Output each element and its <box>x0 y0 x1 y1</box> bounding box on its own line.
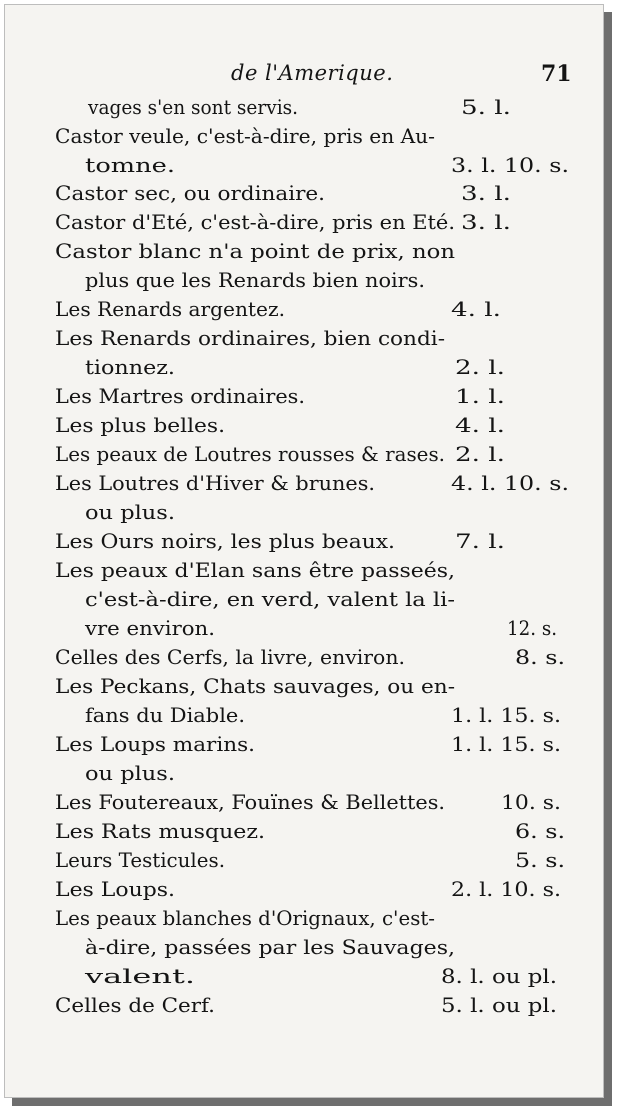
page-number: 71 <box>541 61 572 87</box>
entry-price: 10. s. <box>501 790 561 814</box>
entry-price: 12. s. <box>507 616 557 640</box>
entry-line <box>5 991 605 1021</box>
entry-text: Les Rats musquez. <box>55 819 265 843</box>
entry-price: 1. l. 15. s. <box>451 732 561 756</box>
entry-text: plus que les Renards bien noirs. <box>85 268 425 292</box>
entry-line <box>5 962 605 992</box>
entry-line <box>5 904 605 934</box>
entry-line <box>5 122 605 152</box>
entry-price: 4. l. 10. s. <box>451 471 569 495</box>
entry-line <box>5 759 605 789</box>
entry-text: Les Loutres d'Hiver & brunes. <box>55 471 375 495</box>
entry-text: Les Loups. <box>55 877 175 901</box>
entry-text: Les Renards ordinaires, bien condi- <box>55 326 445 350</box>
entry-price: 2. l. 10. s. <box>451 877 561 901</box>
entry-price: 5. l. ou pl. <box>441 993 557 1017</box>
entry-text: Les peaux de Loutres rousses & rases. <box>55 442 445 466</box>
entry-line <box>5 672 605 702</box>
entry-price: 5. s. <box>515 848 565 872</box>
entry-line <box>5 411 605 441</box>
entry-price: 8. s. <box>515 645 565 669</box>
entry-text: Les Foutereaux, Fouïnes & Bellettes. <box>55 790 446 814</box>
entry-price: 8. l. ou pl. <box>441 964 557 988</box>
scanned-page <box>4 4 604 1098</box>
entry-line <box>5 585 605 615</box>
entry-line <box>5 440 605 470</box>
entry-line <box>5 208 605 238</box>
entry-text: Castor veule, c'est-à-dire, pris en Au- <box>55 124 435 148</box>
entry-line <box>5 527 605 557</box>
entry-price: 3. l. 10. s. <box>451 153 569 177</box>
entry-text: vre environ. <box>85 616 215 640</box>
entry-price: 4. l. <box>451 297 501 321</box>
entry-line <box>5 498 605 528</box>
entry-text: Les Peckans, Chats sauvages, ou en- <box>55 674 455 698</box>
entry-line <box>5 93 605 123</box>
entry-text: vages s'en sont servis. <box>88 95 298 119</box>
entry-line <box>5 701 605 731</box>
entry-price: 5. l. <box>461 95 511 119</box>
entry-text: valent. <box>85 964 195 988</box>
entry-text: Castor d'Eté, c'est-à-dire, pris en Eté. <box>55 210 456 234</box>
entry-line <box>5 788 605 818</box>
entry-line <box>5 266 605 296</box>
entry-text: Les Renards argentez. <box>55 297 285 321</box>
entry-line <box>5 324 605 354</box>
entry-price: 3. l. <box>461 210 511 234</box>
entry-text: fans du Diable. <box>85 703 245 727</box>
entry-price: 3. l. <box>461 181 511 205</box>
entry-line <box>5 817 605 847</box>
entry-line <box>5 353 605 383</box>
entry-line <box>5 875 605 905</box>
entry-line <box>5 295 605 325</box>
entry-text: ou plus. <box>85 500 175 524</box>
entry-price: 2. l. <box>455 355 505 379</box>
entry-text: Celles des Cerfs, la livre, environ. <box>55 645 405 669</box>
entry-line <box>5 179 605 209</box>
entry-line <box>5 643 605 673</box>
entry-line <box>5 933 605 963</box>
entry-text: Les Martres ordinaires. <box>55 384 305 408</box>
entry-text: Les plus belles. <box>55 413 225 437</box>
running-header: de l'Amerique. <box>231 61 394 85</box>
entry-line <box>5 382 605 412</box>
entry-price: 1. l. <box>455 384 505 408</box>
entry-text: Les Loups marins. <box>55 732 255 756</box>
entry-line <box>5 846 605 876</box>
entry-text: Les peaux d'Elan sans être passeés, <box>55 558 456 582</box>
entry-text: Celles de Cerf. <box>55 993 215 1017</box>
entry-price: 2. l. <box>455 442 505 466</box>
entry-line <box>5 614 605 644</box>
entry-text: Les peaux blanches d'Orignaux, c'est- <box>55 906 435 930</box>
entry-price: 6. s. <box>515 819 565 843</box>
entry-line <box>5 556 605 586</box>
entry-text: Castor blanc n'a point de prix, non <box>55 239 455 263</box>
entry-text: tomne. <box>85 153 175 177</box>
entry-line <box>5 469 605 499</box>
entry-text: tionnez. <box>85 355 175 379</box>
entry-price: 7. l. <box>455 529 505 553</box>
entry-line <box>5 730 605 760</box>
entry-text: Leurs Testicules. <box>55 848 225 872</box>
entry-line <box>5 237 605 267</box>
entry-price: 1. l. 15. s. <box>451 703 561 727</box>
entry-text: ou plus. <box>85 761 175 785</box>
entry-price: 4. l. <box>455 413 505 437</box>
entry-text: Castor sec, ou ordinaire. <box>55 181 325 205</box>
entry-text: c'est-à-dire, en verd, valent la li- <box>85 587 455 611</box>
entry-text: Les Ours noirs, les plus beaux. <box>55 529 395 553</box>
entry-line <box>5 151 605 181</box>
entry-text: à-dire, passées par les Sauvages, <box>85 935 455 959</box>
